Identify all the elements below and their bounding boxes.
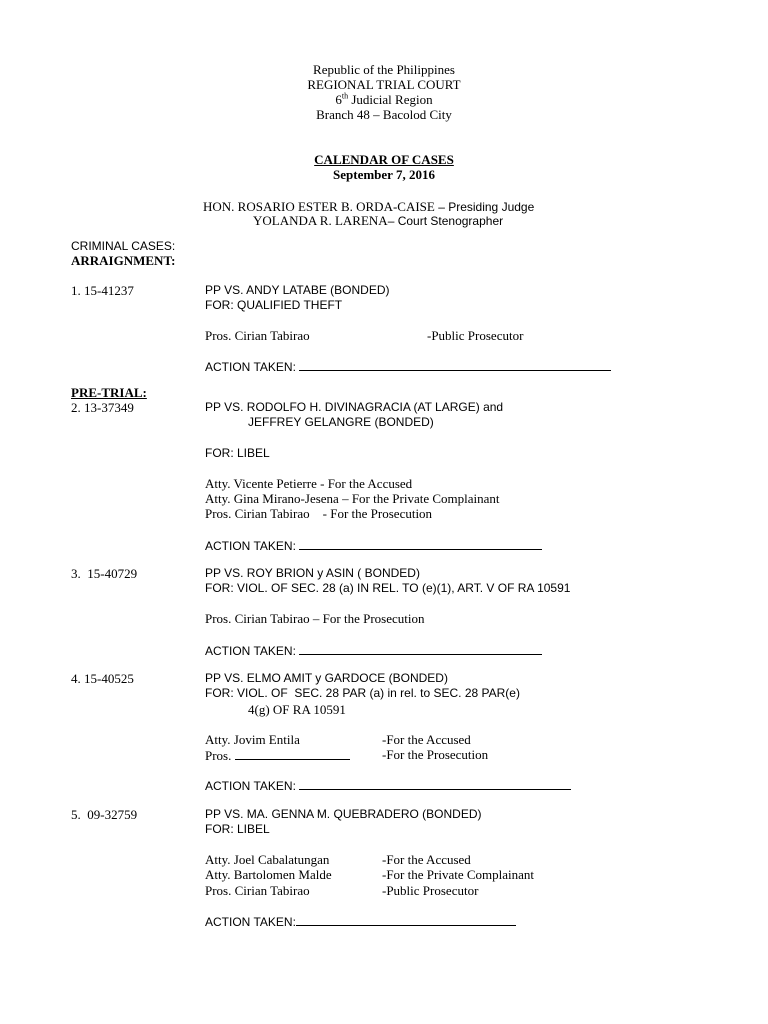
case-number: 3. 15-40729: [71, 566, 138, 581]
party-name: Atty. Joel Cabalatungan: [205, 852, 330, 867]
stenographer-name: YOLANDA R. LARENA: [253, 213, 388, 228]
party-name: Atty. Jovim Entila: [205, 732, 300, 747]
party-name: Pros.: [205, 748, 232, 763]
case-charge: FOR: VIOL. OF SEC. 28 PAR (a) in rel. to SEC. 28 PAR(e): [205, 686, 520, 700]
action-taken-blank: [299, 777, 571, 790]
action-taken-row: [205, 777, 571, 794]
party-role: -For the Accused: [382, 852, 471, 867]
stenographer-role: – Court Stenographer: [387, 214, 504, 228]
case-title-continued: JEFFREY GELANGRE (BONDED): [248, 415, 434, 429]
party-line: [205, 491, 500, 506]
case-number: 5. 09-32759: [71, 807, 138, 822]
party-name: Atty. Vicente Petierre: [205, 476, 317, 491]
case-charge: FOR: LIBEL: [205, 446, 270, 460]
region-number: 6: [335, 92, 342, 107]
section-arraignment: ARRAIGNMENT:: [71, 253, 176, 268]
party-line: [205, 476, 412, 491]
party-role: -For the Prosecution: [382, 747, 489, 762]
case-title: PP VS. ANDY LATABE (BONDED): [205, 283, 390, 297]
party-role: -Public Prosecutor: [382, 883, 479, 898]
case-number: 1. 15-41237: [71, 283, 134, 298]
header-branch: Branch 48 – Bacolod City: [316, 107, 452, 122]
judge-name: HON. ROSARIO ESTER B. ORDA-CAISE: [203, 199, 435, 214]
party-role: -Public Prosecutor: [427, 328, 524, 343]
region-suffix: th: [341, 91, 349, 101]
case-charge: FOR: QUALIFIED THEFT: [205, 298, 343, 312]
action-taken-blank: [296, 913, 516, 926]
action-taken-blank: [299, 537, 542, 550]
case-title: PP VS. RODOLFO H. DIVINAGRACIA (AT LARGE) and: [205, 400, 504, 414]
party-role: - For the Prosecution: [309, 506, 433, 521]
action-taken-row: [205, 537, 542, 554]
party-role: - For the Accused: [316, 476, 413, 491]
action-taken-row: [205, 642, 542, 659]
document-title: CALENDAR OF CASES: [314, 152, 454, 167]
case-charge: FOR: LIBEL: [205, 822, 270, 836]
header-court: REGIONAL TRIAL COURT: [307, 77, 461, 92]
party-name: Pros. Cirian Tabirao: [205, 506, 310, 521]
party-name: Pros. Cirian Tabirao: [205, 328, 310, 343]
judge-role: – Presiding Judge: [434, 200, 535, 214]
party-name-with-blank: [205, 747, 350, 763]
action-taken-label: ACTION TAKEN:: [205, 915, 296, 929]
case-title: PP VS. ROY BRION y ASIN ( BONDED): [205, 566, 420, 580]
party-name: Atty. Gina Mirano-Jesena: [205, 491, 339, 506]
action-taken-label: ACTION TAKEN:: [205, 539, 296, 553]
party-role: – For the Prosecution: [309, 611, 425, 626]
action-taken-label: ACTION TAKEN:: [205, 644, 296, 658]
header-region: [0, 92, 768, 107]
action-taken-label: ACTION TAKEN:: [205, 360, 296, 374]
region-label: Judicial Region: [348, 92, 433, 107]
party-role: – For the Private Complainant: [338, 491, 500, 506]
action-taken-blank: [299, 358, 611, 371]
action-taken-row: [205, 913, 516, 930]
party-role: -For the Accused: [382, 732, 471, 747]
stenographer-line: [253, 213, 503, 229]
party-line: [205, 611, 424, 626]
action-taken-blank: [299, 642, 542, 655]
case-title: PP VS. ELMO AMIT y GARDOCE (BONDED): [205, 671, 448, 685]
party-name: Pros. Cirian Tabirao: [205, 883, 310, 898]
action-taken-label: ACTION TAKEN:: [205, 779, 296, 793]
party-role: -For the Private Complainant: [382, 867, 535, 882]
section-pre-trial: PRE-TRIAL:: [71, 385, 147, 400]
case-title: PP VS. MA. GENNA M. QUEBRADERO (BONDED): [205, 807, 482, 821]
case-number: 2. 13-37349: [71, 400, 134, 415]
case-number: 4. 15-40525: [71, 671, 134, 686]
case-charge: FOR: VIOL. OF SEC. 28 (a) IN REL. TO (e)(1), ART. V OF RA 10591: [205, 581, 571, 595]
prosecutor-name-blank: [235, 747, 350, 760]
document-date: September 7, 2016: [333, 167, 435, 182]
section-criminal-cases: CRIMINAL CASES:: [71, 239, 176, 253]
party-name: Atty. Bartolomen Malde: [205, 867, 332, 882]
case-charge-continued: 4(g) OF RA 10591: [248, 702, 346, 717]
party-name: Pros. Cirian Tabirao: [205, 611, 310, 626]
party-line: [205, 506, 432, 521]
action-taken-row: [205, 358, 611, 375]
header-republic: Republic of the Philippines: [313, 62, 455, 77]
